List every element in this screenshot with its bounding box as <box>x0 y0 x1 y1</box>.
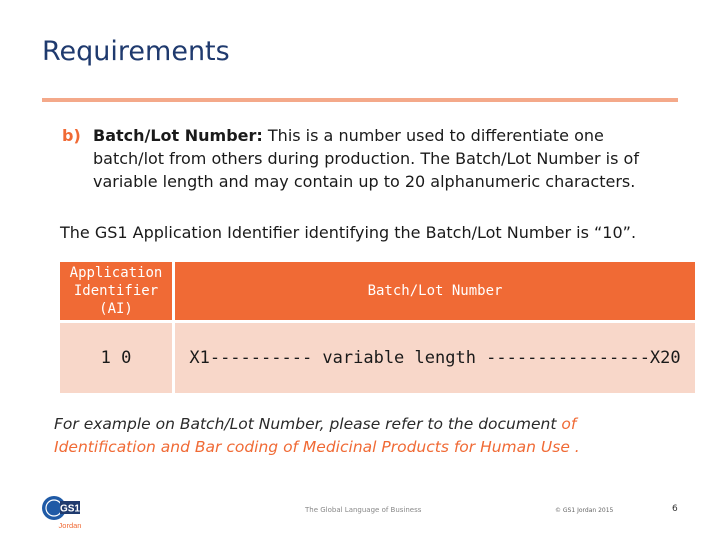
header-field: Batch/Lot Number <box>175 262 695 320</box>
ai-table <box>60 262 695 393</box>
field-format: X1---------- variable length ----------------X20 <box>175 323 695 393</box>
item-text-1: This is a number used to differentiate one <box>262 126 604 145</box>
table-row <box>60 323 695 393</box>
item-text-2: batch/lot from others during production. The Batch/Lot Number is of <box>93 149 639 168</box>
logo-text: GS1 <box>59 503 81 515</box>
definition-item <box>62 124 692 193</box>
title-divider <box>42 98 678 102</box>
item-heading: Batch/Lot Number: <box>93 126 263 145</box>
example-text: For example on Batch/Lot Number, please refer to the document <box>54 415 562 433</box>
slide-title: Requirements <box>42 36 230 67</box>
ai-sentence: The GS1 Application Identifier identifying the Batch/Lot Number is “10”. <box>60 223 637 242</box>
gs1-logo <box>40 488 110 534</box>
table-header-row <box>60 262 695 320</box>
header-ai: Application Identifier (AI) <box>60 262 172 320</box>
item-text-3: variable length and may contain up to 20 alphanumeric characters. <box>93 172 636 191</box>
example-note <box>54 413 674 459</box>
ai-value: 1 0 <box>60 323 172 393</box>
page-number: 6 <box>672 504 678 514</box>
example-document-title: Identification and Bar coding of Medicinal Products for Human Use . <box>54 438 580 456</box>
item-label: b) <box>62 126 81 145</box>
definition-line-1 <box>62 124 692 147</box>
example-of: of <box>561 415 577 433</box>
footer-copyright: © GS1 Jordan 2015 <box>555 507 614 514</box>
footer-tagline: The Global Language of Business <box>305 506 422 514</box>
logo-sub: Jordan <box>58 521 82 530</box>
